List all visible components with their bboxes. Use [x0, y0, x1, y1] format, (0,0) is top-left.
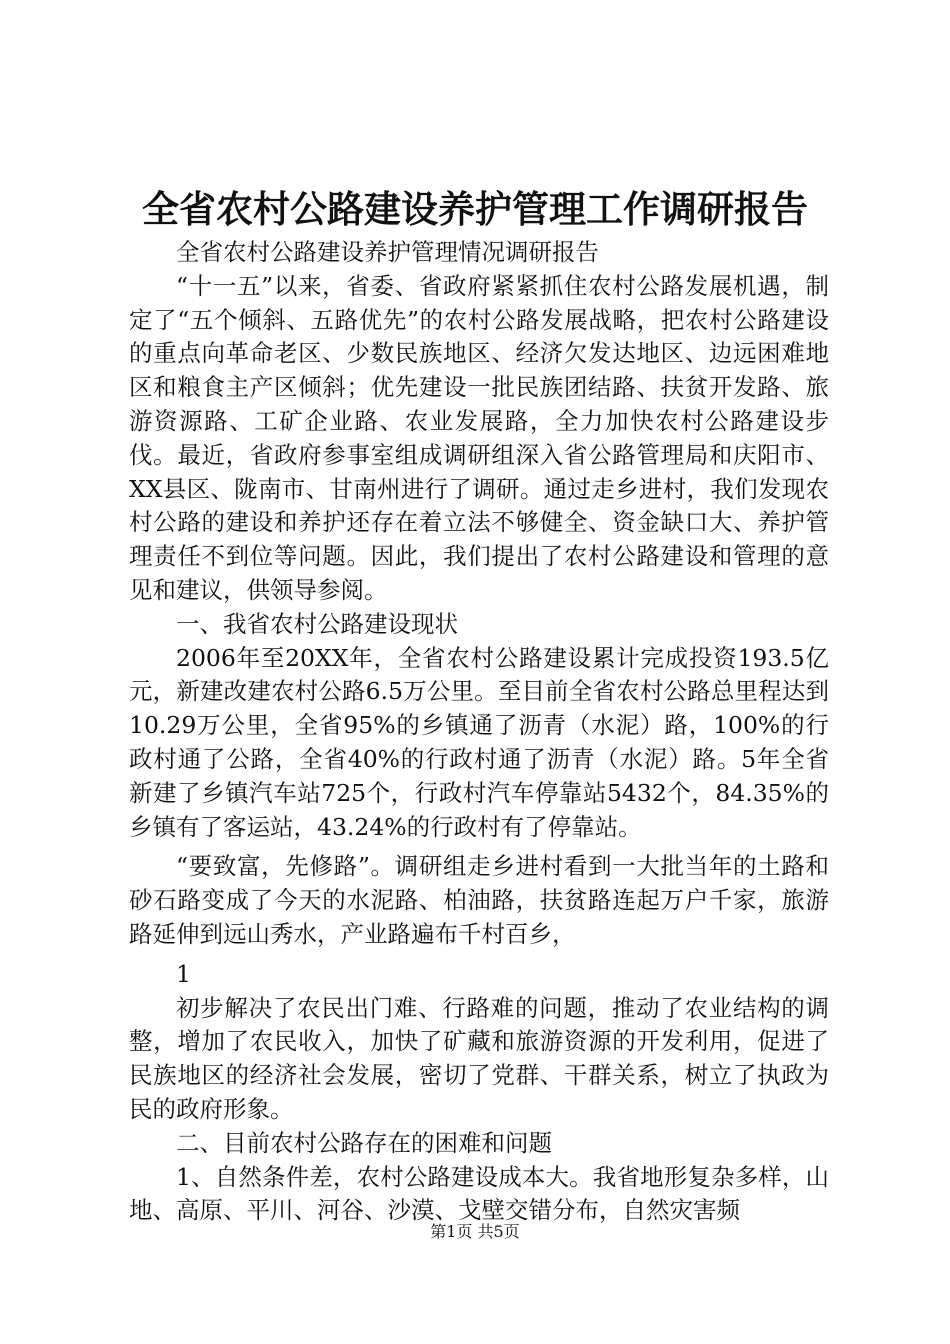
document-title: 全省农村公路建设养护管理工作调研报告	[142, 187, 808, 231]
subtitle-paragraph: 全省农村公路建设养护管理情况调研报告	[176, 238, 599, 266]
benefits-paragraph: 初步解决了农民出门难、行路难的问题，推动了农业结构的调整，增加了农民收入，加快了矿藏和旅游资源的开发利用，促进了民族地区的经济社会发展，密切了党群、干群关系，树立了执政为民的政府形象。	[129, 993, 829, 1123]
inline-page-number: 1	[176, 959, 191, 988]
section-heading-2: 二、目前农村公路存在的困难和问题	[176, 1128, 552, 1157]
intro-paragraph: “十一五”以来，省委、省政府紧紧抓住农村公路发展机遇，制定了“五个倾斜、五路优先”的农村公路发展战略，把农村公路建设的重点向革命老区、少数民族地区、经济欠发达地区、边远困难地区和粮食主产区倾斜；优先建设一批民族团结路、扶贫开发路、旅游资源路、工矿企业路、农业发展路，全力加快农村公路建设步伐。最近，省政府参事室组成调研组深入省公路管理局和庆阳市、XX县区、陇南市、甘南州进行了调研。通过走乡进村，我们发现农村公路的建设和养护还存在着立法不够健全、资金缺口大、养护管理责任不到位等问题。因此，我们提出了农村公路建设和管理的意见和建议，供领导参阅。	[129, 271, 829, 604]
problem-paragraph-1: 1、自然条件差，农村公路建设成本大。我省地形复杂多样，山地、高原、平川、河谷、沙漠、戈壁交错分布，自然灾害频	[129, 1162, 829, 1225]
status-paragraph: 2006年至20XX年，全省农村公路建设累计完成投资193.5亿元，新建改建农村公路6.5万公里。至目前全省农村公路总里程达到10.29万公里，全省95%的乡镇通了沥青（水泥）路，100%的行政村通了公路，全省40%的行政村通了沥青（水泥）路。5年全省新建了乡镇汽车站725个，行政村汽车停靠站5432个，84.35%的乡镇有了客运站，43.24%的行政村有了停靠站。	[129, 643, 829, 841]
page-footer: 第1页 共5页	[430, 1222, 520, 1241]
section-heading-1: 一、我省农村公路建设现状	[176, 609, 458, 638]
document-body	[129, 236, 829, 1228]
road-paragraph: “要致富，先修路”。调研组走乡进村看到一大批当年的土路和砂石路变成了今天的水泥路、柏油路，扶贫路连起万户千家，旅游路延伸到远山秀水，产业路遍布千村百乡，	[129, 852, 829, 948]
